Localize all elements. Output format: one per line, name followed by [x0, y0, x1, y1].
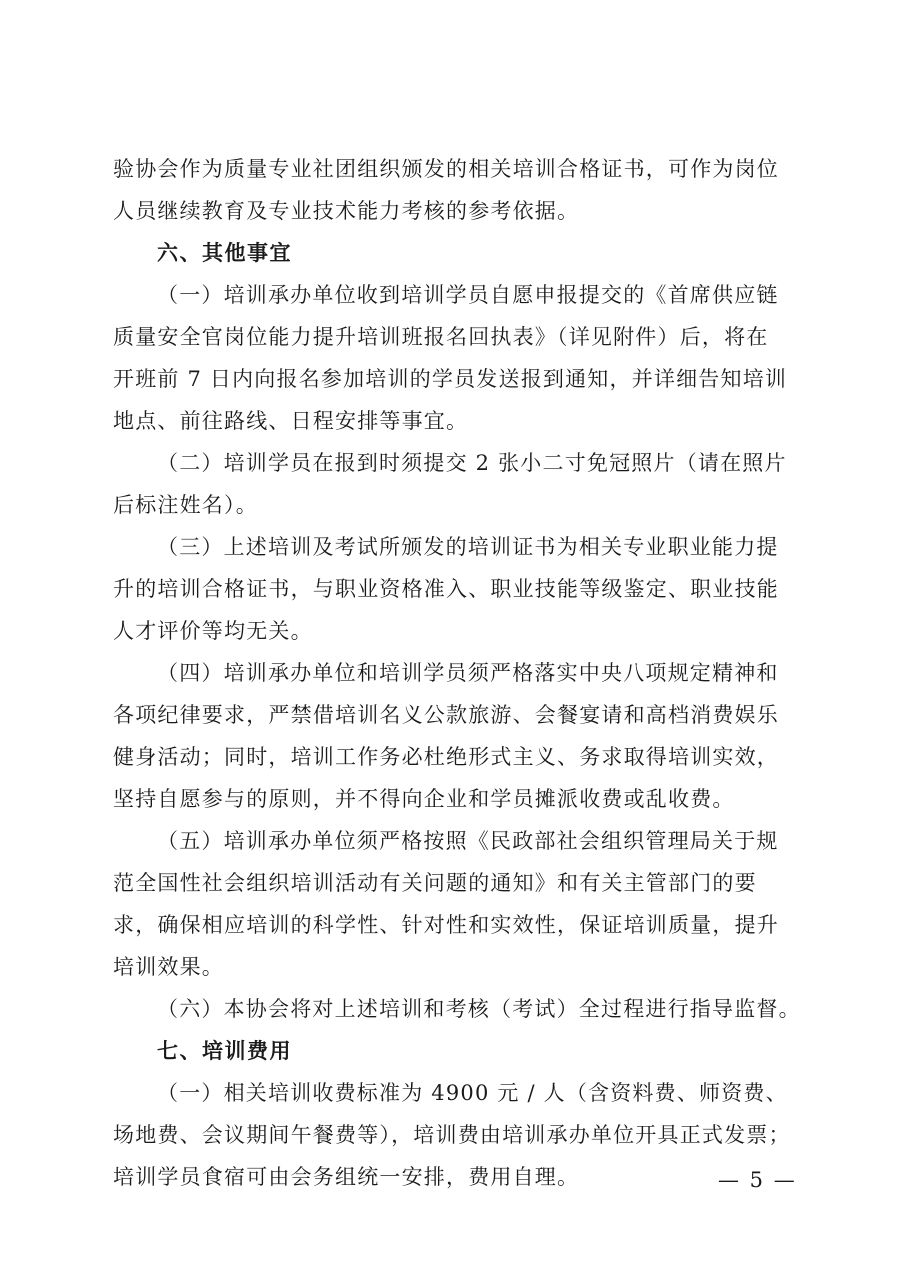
paragraph-line: 人员继续教育及专业技术能力考核的参考依据。 [113, 199, 580, 223]
paragraph-line: 求，确保相应培训的科学性、针对性和实效性，保证培训质量，提升 [113, 913, 779, 937]
paragraph-line: （四）培训承办单位和培训学员须严格落实中央八项规定精神和 [157, 661, 779, 685]
paragraph-line: 健身活动；同时，培训工作务必杜绝形式主义、务求取得培训实效， [113, 745, 779, 769]
paragraph-line: （三）上述培训及考试所颁发的培训证书为相关专业职业能力提 [157, 535, 779, 559]
paragraph-line: 各项纪律要求，严禁借培训名义公款旅游、会餐宴请和高档消费娱乐 [113, 703, 779, 727]
section-heading: 六、其他事宜 [157, 241, 292, 265]
section-heading: 七、培训费用 [157, 1039, 292, 1063]
paragraph-line: （六）本协会将对上述培训和考核（考试）全过程进行指导监督。 [157, 997, 801, 1021]
paragraph-line: 开班前 7 日内向报名参加培训的学员发送报到通知，并详细告知培训 [113, 367, 788, 391]
paragraph-line: 场地费、会议期间午餐费等），培训费由培训承办单位开具正式发票； [113, 1123, 791, 1147]
paragraph-line: （五）培训承办单位须严格按照《民政部社会组织管理局关于规 [157, 829, 779, 853]
paragraph-line: （二）培训学员在报到时须提交 2 张小二寸免冠照片（请在照片 [157, 451, 787, 475]
paragraph-line: 培训效果。 [113, 955, 224, 979]
document-body [113, 148, 801, 1198]
paragraph-line: 培训学员食宿可由会务组统一安排，费用自理。 [113, 1165, 580, 1189]
paragraph-line: 地点、前往路线、日程安排等事宜。 [113, 409, 469, 433]
paragraph-line: 升的培训合格证书，与职业资格准入、职业技能等级鉴定、职业技能 [113, 577, 779, 601]
paragraph-line: 质量安全官岗位能力提升培训班报名回执表》（详见附件）后，将在 [113, 325, 769, 349]
paragraph-line: 验协会作为质量专业社团组织颁发的相关培训合格证书，可作为岗位 [113, 157, 779, 181]
paragraph-line: 坚持自愿参与的原则，并不得向企业和学员摊派收费或乱收费。 [113, 787, 735, 811]
paragraph-line: 后标注姓名）。 [113, 493, 258, 517]
page-number: — 5 — [718, 1168, 797, 1192]
paragraph-line: 范全国性社会组织培训活动有关问题的通知》和有关主管部门的要 [113, 871, 757, 895]
paragraph-line: （一）相关培训收费标准为 4900 元 / 人（含资料费、师资费、 [157, 1081, 788, 1105]
paragraph-line: 人才评价等均无关。 [113, 619, 313, 643]
paragraph-line: （一）培训承办单位收到培训学员自愿申报提交的《首席供应链 [157, 283, 779, 307]
